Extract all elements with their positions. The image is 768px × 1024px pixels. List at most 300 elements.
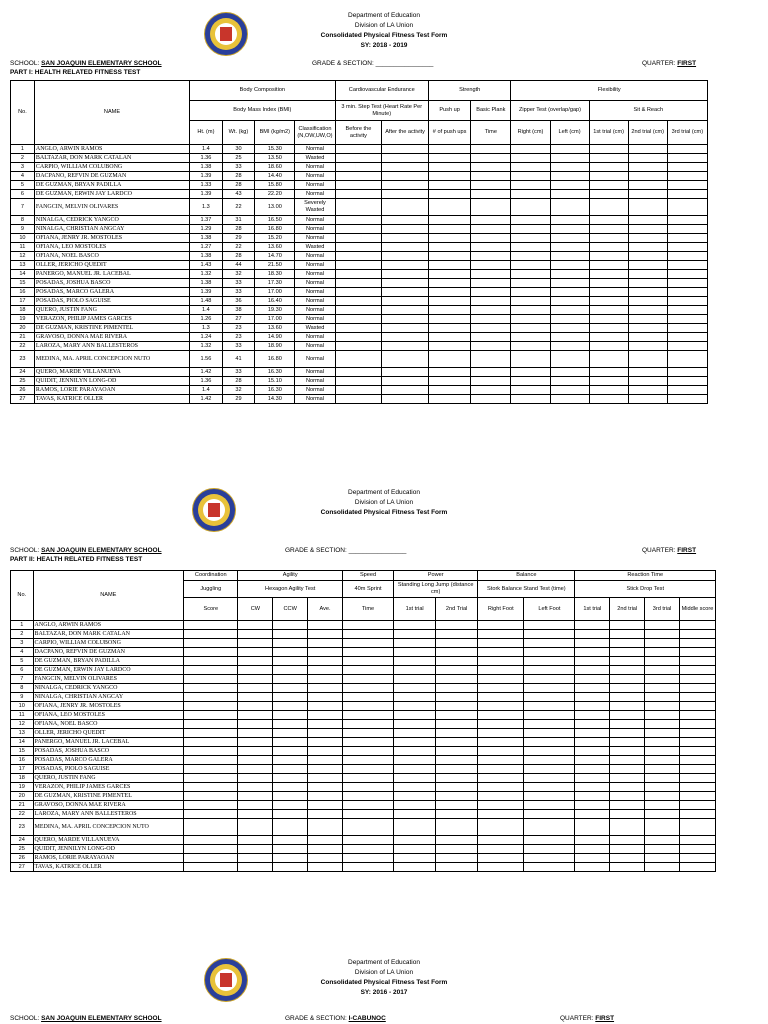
empty-cell[interactable] (628, 297, 667, 306)
empty-cell[interactable] (511, 270, 550, 279)
empty-cell[interactable] (628, 306, 667, 315)
empty-cell[interactable] (667, 199, 707, 216)
empty-cell[interactable] (471, 279, 511, 288)
empty-cell[interactable] (667, 306, 707, 315)
empty-cell[interactable] (478, 747, 524, 756)
empty-cell[interactable] (550, 368, 589, 377)
empty-cell[interactable] (308, 738, 343, 747)
empty-cell[interactable] (667, 234, 707, 243)
empty-cell[interactable] (436, 684, 478, 693)
empty-cell[interactable] (524, 774, 575, 783)
empty-cell[interactable] (471, 181, 511, 190)
empty-cell[interactable] (394, 738, 436, 747)
empty-cell[interactable] (428, 324, 470, 333)
empty-cell[interactable] (524, 738, 575, 747)
empty-cell[interactable] (524, 765, 575, 774)
empty-cell[interactable] (645, 711, 680, 720)
empty-cell[interactable] (679, 729, 715, 738)
empty-cell[interactable] (511, 351, 550, 368)
empty-cell[interactable] (667, 386, 707, 395)
empty-cell[interactable] (342, 747, 393, 756)
empty-cell[interactable] (184, 711, 238, 720)
empty-cell[interactable] (342, 693, 393, 702)
empty-cell[interactable] (667, 351, 707, 368)
empty-cell[interactable] (394, 693, 436, 702)
empty-cell[interactable] (589, 306, 628, 315)
empty-cell[interactable] (428, 270, 470, 279)
empty-cell[interactable] (238, 747, 273, 756)
empty-cell[interactable] (184, 747, 238, 756)
empty-cell[interactable] (238, 783, 273, 792)
empty-cell[interactable] (667, 333, 707, 342)
empty-cell[interactable] (645, 738, 680, 747)
empty-cell[interactable] (471, 297, 511, 306)
empty-cell[interactable] (478, 693, 524, 702)
empty-cell[interactable] (645, 792, 680, 801)
empty-cell[interactable] (471, 225, 511, 234)
empty-cell[interactable] (273, 845, 308, 854)
empty-cell[interactable] (184, 621, 238, 630)
empty-cell[interactable] (628, 181, 667, 190)
empty-cell[interactable] (575, 738, 610, 747)
empty-cell[interactable] (610, 666, 645, 675)
empty-cell[interactable] (511, 154, 550, 163)
empty-cell[interactable] (308, 783, 343, 792)
empty-cell[interactable] (610, 756, 645, 765)
empty-cell[interactable] (436, 621, 478, 630)
empty-cell[interactable] (382, 324, 429, 333)
empty-cell[interactable] (238, 711, 273, 720)
empty-cell[interactable] (471, 333, 511, 342)
empty-cell[interactable] (511, 306, 550, 315)
empty-cell[interactable] (645, 854, 680, 863)
empty-cell[interactable] (382, 386, 429, 395)
empty-cell[interactable] (628, 279, 667, 288)
empty-cell[interactable] (511, 324, 550, 333)
empty-cell[interactable] (667, 243, 707, 252)
empty-cell[interactable] (679, 801, 715, 810)
empty-cell[interactable] (478, 630, 524, 639)
empty-cell[interactable] (471, 252, 511, 261)
empty-cell[interactable] (628, 145, 667, 154)
empty-cell[interactable] (428, 216, 470, 225)
empty-cell[interactable] (478, 863, 524, 872)
empty-cell[interactable] (273, 854, 308, 863)
empty-cell[interactable] (335, 377, 382, 386)
empty-cell[interactable] (184, 863, 238, 872)
empty-cell[interactable] (273, 863, 308, 872)
empty-cell[interactable] (478, 621, 524, 630)
empty-cell[interactable] (335, 190, 382, 199)
empty-cell[interactable] (610, 836, 645, 845)
empty-cell[interactable] (436, 666, 478, 675)
empty-cell[interactable] (550, 395, 589, 404)
empty-cell[interactable] (335, 216, 382, 225)
empty-cell[interactable] (679, 702, 715, 711)
empty-cell[interactable] (238, 819, 273, 836)
empty-cell[interactable] (628, 395, 667, 404)
empty-cell[interactable] (550, 279, 589, 288)
empty-cell[interactable] (471, 351, 511, 368)
empty-cell[interactable] (679, 675, 715, 684)
empty-cell[interactable] (382, 342, 429, 351)
empty-cell[interactable] (511, 181, 550, 190)
empty-cell[interactable] (471, 324, 511, 333)
empty-cell[interactable] (575, 765, 610, 774)
empty-cell[interactable] (471, 395, 511, 404)
empty-cell[interactable] (342, 639, 393, 648)
empty-cell[interactable] (394, 747, 436, 756)
empty-cell[interactable] (575, 684, 610, 693)
empty-cell[interactable] (610, 684, 645, 693)
empty-cell[interactable] (342, 774, 393, 783)
empty-cell[interactable] (610, 765, 645, 774)
empty-cell[interactable] (335, 368, 382, 377)
empty-cell[interactable] (645, 675, 680, 684)
empty-cell[interactable] (610, 810, 645, 819)
empty-cell[interactable] (550, 261, 589, 270)
empty-cell[interactable] (342, 675, 393, 684)
empty-cell[interactable] (335, 395, 382, 404)
empty-cell[interactable] (589, 288, 628, 297)
empty-cell[interactable] (273, 702, 308, 711)
empty-cell[interactable] (335, 315, 382, 324)
empty-cell[interactable] (436, 854, 478, 863)
empty-cell[interactable] (524, 756, 575, 765)
empty-cell[interactable] (610, 639, 645, 648)
empty-cell[interactable] (478, 666, 524, 675)
empty-cell[interactable] (428, 368, 470, 377)
empty-cell[interactable] (575, 666, 610, 675)
empty-cell[interactable] (589, 163, 628, 172)
empty-cell[interactable] (342, 783, 393, 792)
empty-cell[interactable] (575, 801, 610, 810)
empty-cell[interactable] (471, 234, 511, 243)
empty-cell[interactable] (436, 810, 478, 819)
empty-cell[interactable] (184, 693, 238, 702)
empty-cell[interactable] (628, 368, 667, 377)
empty-cell[interactable] (471, 243, 511, 252)
empty-cell[interactable] (589, 225, 628, 234)
empty-cell[interactable] (610, 747, 645, 756)
empty-cell[interactable] (382, 225, 429, 234)
empty-cell[interactable] (436, 693, 478, 702)
empty-cell[interactable] (308, 711, 343, 720)
empty-cell[interactable] (238, 621, 273, 630)
empty-cell[interactable] (428, 252, 470, 261)
empty-cell[interactable] (667, 181, 707, 190)
empty-cell[interactable] (550, 315, 589, 324)
empty-cell[interactable] (628, 172, 667, 181)
empty-cell[interactable] (610, 621, 645, 630)
empty-cell[interactable] (575, 774, 610, 783)
empty-cell[interactable] (610, 792, 645, 801)
empty-cell[interactable] (342, 738, 393, 747)
empty-cell[interactable] (308, 702, 343, 711)
empty-cell[interactable] (342, 810, 393, 819)
empty-cell[interactable] (610, 693, 645, 702)
empty-cell[interactable] (184, 810, 238, 819)
empty-cell[interactable] (273, 657, 308, 666)
empty-cell[interactable] (308, 801, 343, 810)
empty-cell[interactable] (575, 675, 610, 684)
empty-cell[interactable] (478, 648, 524, 657)
empty-cell[interactable] (382, 243, 429, 252)
empty-cell[interactable] (575, 792, 610, 801)
empty-cell[interactable] (667, 324, 707, 333)
empty-cell[interactable] (679, 720, 715, 729)
empty-cell[interactable] (478, 738, 524, 747)
empty-cell[interactable] (679, 765, 715, 774)
empty-cell[interactable] (667, 395, 707, 404)
empty-cell[interactable] (575, 657, 610, 666)
empty-cell[interactable] (645, 630, 680, 639)
empty-cell[interactable] (575, 810, 610, 819)
empty-cell[interactable] (645, 810, 680, 819)
empty-cell[interactable] (238, 836, 273, 845)
empty-cell[interactable] (550, 297, 589, 306)
empty-cell[interactable] (335, 297, 382, 306)
empty-cell[interactable] (428, 306, 470, 315)
empty-cell[interactable] (511, 342, 550, 351)
empty-cell[interactable] (478, 810, 524, 819)
empty-cell[interactable] (308, 747, 343, 756)
empty-cell[interactable] (273, 684, 308, 693)
empty-cell[interactable] (589, 145, 628, 154)
empty-cell[interactable] (679, 711, 715, 720)
empty-cell[interactable] (342, 801, 393, 810)
empty-cell[interactable] (628, 154, 667, 163)
empty-cell[interactable] (436, 702, 478, 711)
empty-cell[interactable] (667, 297, 707, 306)
empty-cell[interactable] (524, 684, 575, 693)
empty-cell[interactable] (550, 252, 589, 261)
empty-cell[interactable] (575, 711, 610, 720)
empty-cell[interactable] (184, 774, 238, 783)
empty-cell[interactable] (667, 216, 707, 225)
empty-cell[interactable] (428, 297, 470, 306)
empty-cell[interactable] (524, 845, 575, 854)
empty-cell[interactable] (478, 854, 524, 863)
empty-cell[interactable] (342, 845, 393, 854)
empty-cell[interactable] (308, 836, 343, 845)
empty-cell[interactable] (645, 863, 680, 872)
empty-cell[interactable] (471, 386, 511, 395)
empty-cell[interactable] (342, 792, 393, 801)
empty-cell[interactable] (575, 863, 610, 872)
empty-cell[interactable] (382, 270, 429, 279)
empty-cell[interactable] (335, 333, 382, 342)
empty-cell[interactable] (273, 666, 308, 675)
empty-cell[interactable] (238, 657, 273, 666)
empty-cell[interactable] (589, 199, 628, 216)
empty-cell[interactable] (428, 351, 470, 368)
empty-cell[interactable] (478, 801, 524, 810)
empty-cell[interactable] (524, 666, 575, 675)
empty-cell[interactable] (382, 163, 429, 172)
empty-cell[interactable] (273, 711, 308, 720)
empty-cell[interactable] (428, 190, 470, 199)
empty-cell[interactable] (382, 351, 429, 368)
empty-cell[interactable] (610, 819, 645, 836)
empty-cell[interactable] (342, 863, 393, 872)
empty-cell[interactable] (524, 792, 575, 801)
empty-cell[interactable] (511, 234, 550, 243)
empty-cell[interactable] (511, 279, 550, 288)
empty-cell[interactable] (184, 738, 238, 747)
empty-cell[interactable] (382, 145, 429, 154)
empty-cell[interactable] (184, 702, 238, 711)
empty-cell[interactable] (238, 702, 273, 711)
empty-cell[interactable] (428, 172, 470, 181)
empty-cell[interactable] (679, 836, 715, 845)
empty-cell[interactable] (436, 657, 478, 666)
empty-cell[interactable] (394, 774, 436, 783)
empty-cell[interactable] (667, 163, 707, 172)
empty-cell[interactable] (394, 648, 436, 657)
empty-cell[interactable] (308, 720, 343, 729)
empty-cell[interactable] (628, 270, 667, 279)
empty-cell[interactable] (524, 657, 575, 666)
empty-cell[interactable] (342, 711, 393, 720)
empty-cell[interactable] (610, 863, 645, 872)
empty-cell[interactable] (184, 819, 238, 836)
empty-cell[interactable] (679, 630, 715, 639)
grade-blank[interactable]: ________________ (375, 60, 434, 67)
empty-cell[interactable] (394, 729, 436, 738)
empty-cell[interactable] (511, 333, 550, 342)
empty-cell[interactable] (645, 756, 680, 765)
empty-cell[interactable] (238, 684, 273, 693)
empty-cell[interactable] (238, 648, 273, 657)
empty-cell[interactable] (238, 854, 273, 863)
empty-cell[interactable] (628, 243, 667, 252)
empty-cell[interactable] (550, 172, 589, 181)
empty-cell[interactable] (238, 675, 273, 684)
empty-cell[interactable] (550, 216, 589, 225)
empty-cell[interactable] (610, 702, 645, 711)
empty-cell[interactable] (667, 279, 707, 288)
empty-cell[interactable] (342, 729, 393, 738)
empty-cell[interactable] (478, 675, 524, 684)
empty-cell[interactable] (335, 279, 382, 288)
empty-cell[interactable] (273, 756, 308, 765)
empty-cell[interactable] (589, 377, 628, 386)
empty-cell[interactable] (184, 845, 238, 854)
empty-cell[interactable] (273, 783, 308, 792)
empty-cell[interactable] (382, 377, 429, 386)
empty-cell[interactable] (524, 810, 575, 819)
empty-cell[interactable] (342, 630, 393, 639)
empty-cell[interactable] (394, 854, 436, 863)
empty-cell[interactable] (436, 720, 478, 729)
empty-cell[interactable] (428, 279, 470, 288)
empty-cell[interactable] (184, 801, 238, 810)
empty-cell[interactable] (645, 702, 680, 711)
empty-cell[interactable] (645, 765, 680, 774)
empty-cell[interactable] (342, 657, 393, 666)
empty-cell[interactable] (184, 657, 238, 666)
empty-cell[interactable] (428, 225, 470, 234)
empty-cell[interactable] (645, 657, 680, 666)
empty-cell[interactable] (436, 792, 478, 801)
empty-cell[interactable] (511, 163, 550, 172)
empty-cell[interactable] (679, 774, 715, 783)
empty-cell[interactable] (184, 675, 238, 684)
empty-cell[interactable] (436, 863, 478, 872)
empty-cell[interactable] (589, 270, 628, 279)
empty-cell[interactable] (436, 630, 478, 639)
empty-cell[interactable] (308, 621, 343, 630)
empty-cell[interactable] (342, 765, 393, 774)
empty-cell[interactable] (628, 324, 667, 333)
empty-cell[interactable] (550, 333, 589, 342)
empty-cell[interactable] (342, 666, 393, 675)
empty-cell[interactable] (394, 783, 436, 792)
empty-cell[interactable] (524, 819, 575, 836)
empty-cell[interactable] (471, 216, 511, 225)
empty-cell[interactable] (589, 368, 628, 377)
empty-cell[interactable] (238, 863, 273, 872)
empty-cell[interactable] (478, 711, 524, 720)
empty-cell[interactable] (511, 261, 550, 270)
empty-cell[interactable] (589, 297, 628, 306)
empty-cell[interactable] (610, 630, 645, 639)
empty-cell[interactable] (524, 648, 575, 657)
empty-cell[interactable] (628, 333, 667, 342)
empty-cell[interactable] (511, 172, 550, 181)
empty-cell[interactable] (478, 756, 524, 765)
empty-cell[interactable] (511, 216, 550, 225)
empty-cell[interactable] (575, 756, 610, 765)
empty-cell[interactable] (575, 747, 610, 756)
empty-cell[interactable] (589, 315, 628, 324)
empty-cell[interactable] (610, 729, 645, 738)
empty-cell[interactable] (428, 377, 470, 386)
empty-cell[interactable] (308, 675, 343, 684)
empty-cell[interactable] (550, 342, 589, 351)
empty-cell[interactable] (382, 368, 429, 377)
empty-cell[interactable] (679, 845, 715, 854)
empty-cell[interactable] (589, 342, 628, 351)
empty-cell[interactable] (524, 729, 575, 738)
empty-cell[interactable] (238, 738, 273, 747)
empty-cell[interactable] (308, 693, 343, 702)
empty-cell[interactable] (273, 675, 308, 684)
empty-cell[interactable] (524, 639, 575, 648)
empty-cell[interactable] (645, 684, 680, 693)
empty-cell[interactable] (645, 774, 680, 783)
empty-cell[interactable] (667, 172, 707, 181)
empty-cell[interactable] (471, 172, 511, 181)
empty-cell[interactable] (436, 639, 478, 648)
empty-cell[interactable] (428, 145, 470, 154)
empty-cell[interactable] (575, 702, 610, 711)
empty-cell[interactable] (273, 765, 308, 774)
empty-cell[interactable] (382, 279, 429, 288)
empty-cell[interactable] (382, 234, 429, 243)
empty-cell[interactable] (184, 684, 238, 693)
empty-cell[interactable] (511, 145, 550, 154)
empty-cell[interactable] (478, 639, 524, 648)
empty-cell[interactable] (273, 792, 308, 801)
empty-cell[interactable] (382, 172, 429, 181)
empty-cell[interactable] (382, 154, 429, 163)
empty-cell[interactable] (610, 648, 645, 657)
empty-cell[interactable] (589, 181, 628, 190)
empty-cell[interactable] (550, 145, 589, 154)
empty-cell[interactable] (679, 621, 715, 630)
